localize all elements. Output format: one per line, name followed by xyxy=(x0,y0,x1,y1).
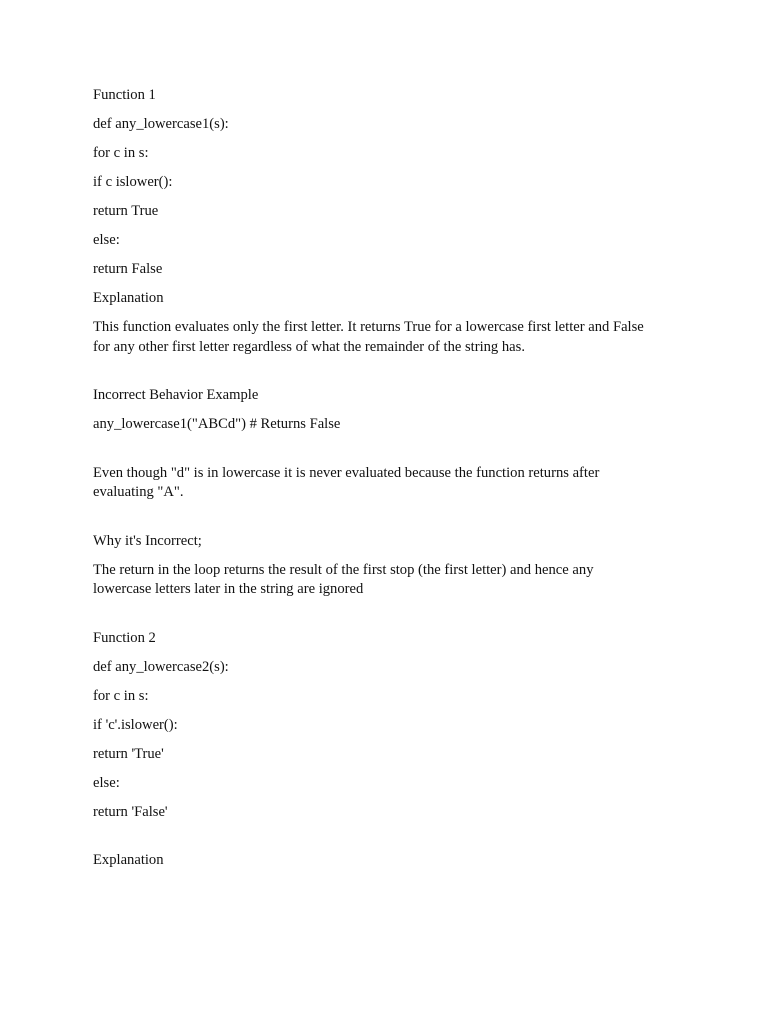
example-code-line: any_lowercase1("ABCd") # Returns False xyxy=(93,416,341,432)
code-line: else: xyxy=(93,774,120,791)
code-line: if c islower(): xyxy=(93,174,173,190)
document-body xyxy=(93,86,653,880)
code-line: def any_lowercase2(s): xyxy=(93,658,229,675)
blank-line xyxy=(93,444,653,464)
blank-line xyxy=(93,512,653,532)
code-line: for c in s: xyxy=(93,145,149,161)
heading-function-1: Function 1 xyxy=(93,87,156,103)
heading-explanation: Explanation xyxy=(93,290,164,306)
blank-line xyxy=(93,609,653,629)
heading-incorrect-behavior: Incorrect Behavior Example xyxy=(93,387,259,403)
explanation-paragraph: This function evaluates only the first letter. It returns True for a lowercase first letter and False for any other first letter regardless of what the remainder of the string has. xyxy=(93,319,644,355)
code-line: return False xyxy=(93,261,163,277)
heading-explanation-2: Explanation xyxy=(93,852,164,868)
code-line: def any_lowercase1(s): xyxy=(93,116,229,132)
example-explanation-paragraph: Even though "d" is in lowercase it is never evaluated because the function returns after evaluating "A". xyxy=(93,464,600,500)
code-line: return True xyxy=(93,203,159,219)
heading-function-2: Function 2 xyxy=(93,629,156,646)
blank-line xyxy=(93,367,653,387)
code-line: for c in s: xyxy=(93,687,149,704)
code-line: return 'False' xyxy=(93,803,168,820)
code-line: if 'c'.islower(): xyxy=(93,716,178,733)
blank-line xyxy=(93,832,653,852)
heading-why-incorrect: Why it's Incorrect; xyxy=(93,532,202,549)
code-line: return 'True' xyxy=(93,745,164,762)
why-incorrect-paragraph: The return in the loop returns the result of the first stop (the first letter) and hence any lowercase letters later in the string are ignored xyxy=(93,561,594,597)
code-line: else: xyxy=(93,232,120,248)
